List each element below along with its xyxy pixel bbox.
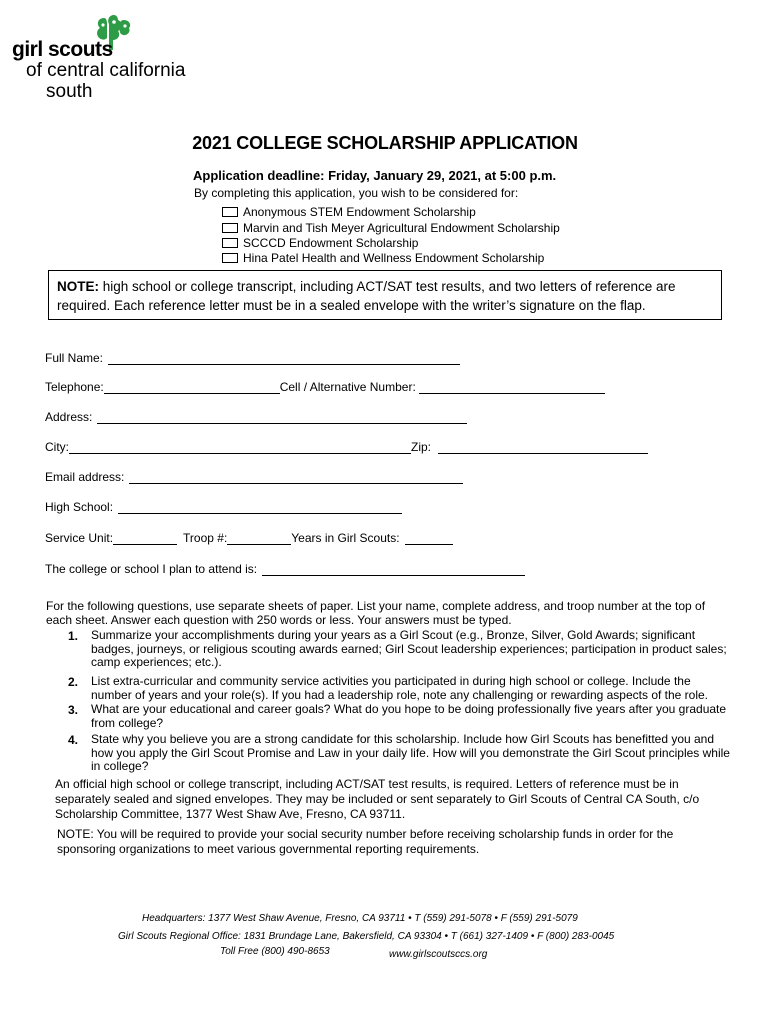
note-label: NOTE:	[57, 279, 99, 294]
footer-website-link[interactable]: www.girlscoutsccs.org	[389, 949, 488, 960]
option-label: Hina Patel Health and Wellness Endowment Scholarship	[243, 251, 545, 265]
field-label: Service Unit:	[45, 531, 114, 545]
email-field[interactable]	[45, 470, 463, 484]
email-input[interactable]	[129, 472, 463, 484]
instructions-intro: For the following questions, use separate sheets of paper. List your name, complete address, and troop number at the top of each sheet. Answer each question with 250 words or less. Your answers must be typed.	[46, 599, 706, 627]
logo-text-south: south	[46, 81, 93, 102]
application-deadline: Application deadline: Friday, January 29, 2021, at 5:00 p.m.	[193, 168, 557, 183]
checkbox[interactable]	[222, 207, 238, 217]
telephone-input[interactable]	[104, 382, 280, 394]
question-text: What are your educational and career goals? What do you hope to be doing professionally five years after you graduate from college?	[91, 702, 727, 730]
footer-regional-office: Girl Scouts Regional Office: 1831 Brundage Lane, Bakersfield, CA 93304 • T (661) 327-1409 • F (800) 283-0045	[118, 931, 615, 942]
question-number: 3.	[68, 703, 79, 717]
question-text: List extra-curricular and community service activities you participated in during high school or college. Include the number of years and your role(s). If you had a leadership role, note any challenging or rewarding aspects of the role.	[91, 674, 709, 702]
footer-toll-free: Toll Free (800) 490-8653	[220, 946, 330, 957]
scholarship-option[interactable]	[222, 221, 560, 235]
option-label: SCCCD Endowment Scholarship	[243, 236, 419, 250]
address-field[interactable]	[45, 410, 467, 424]
college-input[interactable]	[262, 564, 525, 576]
note-text	[57, 277, 717, 315]
question-number: 4.	[68, 733, 79, 747]
transcript-requirement: An official high school or college transcript, including ACT/SAT test results, is required. Letters of reference must be in separately sealed and signed envelopes. They may be included or sent separately to Girl Scouts of Central CA South, c/o Scholarship Committee, 1377 West Shaw Ave, Fresno, CA 93711.	[55, 777, 700, 821]
ssn-note: NOTE: You will be required to provide your social security number before receiving scholarship funds in order for the sponsoring organizations to meet various governmental reporting requirements.	[57, 827, 674, 856]
option-label: Anonymous STEM Endowment Scholarship	[243, 205, 476, 219]
question-text: Summarize your accomplishments during your years as a Girl Scout (e.g., Bronze, Silver, Gold Awards; significant badges, journeys, or religious scouting awards earned; Girl Scout leadership experiences; participation in product sales; camp experiences; etc.).	[91, 628, 727, 669]
note-body: high school or college transcript, including ACT/SAT test results, and two letters of reference are required. Each reference letter must be in a sealed envelope with the writer’s signature on the flap.	[57, 279, 676, 313]
field-label: Address:	[45, 410, 93, 424]
scholarship-option[interactable]	[222, 205, 476, 219]
scholarship-option[interactable]	[222, 236, 418, 250]
option-label: Marvin and Tish Meyer Agricultural Endowment Scholarship	[243, 221, 560, 235]
checkbox[interactable]	[222, 253, 238, 263]
question-number: 2.	[68, 675, 79, 689]
city-zip-field[interactable]	[45, 440, 648, 454]
service-unit-input[interactable]	[113, 533, 177, 545]
field-label: City:	[45, 440, 69, 454]
field-label: High School:	[45, 500, 114, 514]
college-field[interactable]	[45, 562, 525, 576]
troop-input[interactable]	[227, 533, 291, 545]
field-label: Full Name:	[45, 351, 104, 365]
footer-headquarters: Headquarters: 1377 West Shaw Avenue, Fresno, CA 93711 • T (559) 291-5078 • F (559) 291-5079	[142, 913, 578, 924]
high-school-input[interactable]	[118, 502, 402, 514]
field-label: The college or school I plan to attend is:	[45, 562, 258, 576]
checkbox[interactable]	[222, 238, 238, 248]
logo-text-region: of central california	[26, 60, 186, 81]
question-text: State why you believe you are a strong candidate for this scholarship. Include how Girl Scouts has benefitted you and how you apply the Girl Scout Promise and Law in your daily life. How will you demonstrate the Girl Scout principles while in college?	[91, 732, 730, 773]
telephone-field[interactable]	[45, 380, 605, 394]
high-school-field[interactable]	[45, 500, 402, 514]
checkbox[interactable]	[222, 223, 238, 233]
years-input[interactable]	[405, 533, 453, 545]
field-label: Zip:	[411, 440, 432, 454]
organization-logo	[12, 14, 202, 104]
city-input[interactable]	[69, 442, 411, 454]
field-label: Years in Girl Scouts:	[291, 531, 400, 545]
field-label: Troop #:	[183, 531, 228, 545]
consider-text: By completing this application, you wish to be considered for:	[194, 186, 519, 200]
address-input[interactable]	[97, 412, 467, 424]
scholarship-option[interactable]	[222, 251, 544, 265]
zip-input[interactable]	[438, 442, 648, 454]
field-label: Telephone:	[45, 380, 104, 394]
page-title: 2021 COLLEGE SCHOLARSHIP APPLICATION	[192, 133, 578, 153]
field-label: Email address:	[45, 470, 125, 484]
field-label: Cell / Alternative Number:	[279, 380, 416, 394]
full-name-input[interactable]	[108, 353, 460, 365]
scout-info-field[interactable]	[45, 531, 453, 545]
full-name-field[interactable]	[45, 351, 460, 365]
cell-input[interactable]	[419, 382, 605, 394]
logo-text-girl-scouts: girl scouts	[12, 38, 113, 61]
question-number: 1.	[68, 629, 79, 643]
